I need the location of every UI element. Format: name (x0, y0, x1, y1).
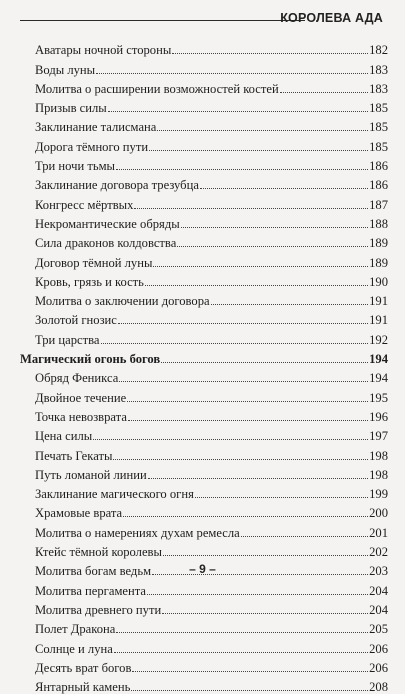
toc-dot-leader (181, 227, 368, 228)
toc-entry-page: 189 (369, 255, 388, 270)
toc-dot-leader (200, 188, 368, 189)
toc-dot-leader (161, 362, 368, 363)
toc-entry-page: 183 (369, 62, 388, 77)
toc-entry (20, 212, 388, 231)
toc-entry (20, 77, 388, 96)
toc-entry (20, 289, 388, 308)
toc-entry-page: 194 (369, 371, 388, 386)
table-of-contents (20, 38, 388, 694)
toc-dot-leader (241, 536, 368, 537)
toc-entry-page: 203 (369, 564, 388, 579)
toc-entry (20, 578, 388, 597)
toc-entry-title: Молитва о расширении возможностей костей (35, 81, 279, 96)
toc-entry (20, 134, 388, 153)
toc-dot-leader (114, 652, 368, 653)
toc-entry-page: 200 (369, 506, 388, 521)
toc-dot-leader (195, 497, 368, 498)
toc-dot-leader (119, 381, 368, 382)
toc-dot-leader (134, 208, 368, 209)
toc-entry-page: 206 (369, 641, 388, 656)
toc-dot-leader (145, 285, 368, 286)
toc-dot-leader (127, 401, 368, 402)
toc-entry-title: Солнце и луна (35, 641, 113, 656)
toc-entry-title: Цена силы (35, 429, 93, 444)
toc-entry-title: Янтарный камень (35, 680, 131, 694)
toc-entry-title: Молитва древнего пути (35, 602, 162, 617)
toc-entry (20, 38, 388, 57)
toc-dot-leader (149, 150, 368, 151)
toc-entry (20, 270, 388, 289)
toc-entry (20, 96, 388, 115)
toc-entry-page: 186 (369, 178, 388, 193)
toc-entry-title: Конгресс мёртвых (35, 197, 134, 212)
toc-dot-leader (162, 613, 368, 614)
toc-entry-page: 201 (369, 525, 388, 540)
toc-entry (20, 385, 388, 404)
toc-entry-title: Полет Дракона (35, 622, 116, 637)
toc-entry-page: 206 (369, 660, 388, 675)
toc-entry-page: 204 (369, 602, 388, 617)
toc-dot-leader (157, 130, 368, 131)
toc-entry (20, 617, 388, 636)
toc-dot-leader (93, 439, 368, 440)
toc-entry-title: Заклинание магического огня (35, 487, 194, 502)
toc-entry-title: Аватары ночной стороны (35, 43, 172, 58)
toc-dot-leader (132, 671, 368, 672)
toc-entry (20, 501, 388, 520)
toc-entry-title: Молитва пергамента (35, 583, 146, 598)
toc-entry (20, 520, 388, 539)
toc-entry-page: 192 (369, 332, 388, 347)
toc-dot-leader (153, 266, 368, 267)
toc-entry-title: Путь ломаной линии (35, 467, 147, 482)
toc-entry (20, 250, 388, 269)
toc-dot-leader (131, 690, 368, 691)
toc-dot-leader (172, 53, 368, 54)
toc-entry-page: 190 (369, 274, 388, 289)
toc-entry-title: Некромантические обряды (35, 216, 180, 231)
toc-dot-leader (108, 111, 368, 112)
toc-entry (20, 327, 388, 346)
toc-entry-title: Обряд Феникса (35, 371, 119, 386)
toc-dot-leader (211, 304, 369, 305)
toc-entry-page: 194 (369, 352, 388, 367)
toc-dot-leader (116, 632, 368, 633)
toc-entry-page: 198 (369, 467, 388, 482)
toc-entry-page: 188 (369, 216, 388, 231)
toc-entry (20, 656, 388, 675)
header-rule (20, 20, 305, 21)
toc-entry-title: Три царства (35, 332, 100, 347)
toc-entry-title: Заклинание договора трезубца (35, 178, 199, 193)
toc-entry-title: Двойное течение (35, 390, 127, 405)
toc-entry (20, 443, 388, 462)
toc-entry-page: 183 (369, 81, 388, 96)
toc-entry-title: Молитва богам ведьм (35, 564, 152, 579)
toc-entry (20, 598, 388, 617)
toc-dot-leader (163, 555, 368, 556)
toc-entry (20, 366, 388, 385)
toc-dot-leader (128, 420, 368, 421)
toc-entry (20, 540, 388, 559)
toc-entry (20, 115, 388, 134)
toc-entry (20, 308, 388, 327)
toc-dot-leader (147, 594, 368, 595)
toc-entry (20, 424, 388, 443)
toc-dot-leader (96, 73, 368, 74)
toc-entry (20, 231, 388, 250)
running-header (20, 10, 405, 34)
toc-dot-leader (280, 92, 368, 93)
toc-entry-page: 186 (369, 159, 388, 174)
toc-entry-page: 182 (369, 43, 388, 58)
toc-entry (20, 57, 388, 76)
toc-entry-title: Печать Гекаты (35, 448, 113, 463)
toc-entry-page: 191 (369, 313, 388, 328)
toc-section-entry (20, 347, 388, 366)
toc-dot-leader (177, 246, 368, 247)
toc-dot-leader (123, 516, 368, 517)
toc-entry-page: 199 (369, 487, 388, 502)
toc-entry-page: 198 (369, 448, 388, 463)
toc-entry-title: Молитва о заключении договора (35, 294, 210, 309)
toc-entry-title: Золотой гнозис (35, 313, 117, 328)
toc-entry (20, 192, 388, 211)
toc-entry-title: Договор тёмной луны (35, 255, 153, 270)
toc-entry-page: 196 (369, 409, 388, 424)
toc-entry-title: Три ночи тьмы (35, 159, 116, 174)
toc-entry-page: 189 (369, 236, 388, 251)
toc-entry-page: 205 (369, 622, 388, 637)
toc-entry-title: Ктейс тёмной королевы (35, 545, 162, 560)
toc-entry-page: 185 (369, 139, 388, 154)
toc-entry-title: Магический огонь богов (20, 352, 161, 367)
toc-entry-title: Храмовые врата (35, 506, 123, 521)
toc-entry (20, 636, 388, 655)
toc-entry-page: 185 (369, 120, 388, 135)
toc-entry-page: 202 (369, 545, 388, 560)
toc-entry-page: 187 (369, 197, 388, 212)
toc-entry-title: Воды луны (35, 62, 96, 77)
toc-entry-title: Дорога тёмного пути (35, 139, 149, 154)
toc-entry-page: 191 (369, 294, 388, 309)
toc-entry-title: Точка невозврата (35, 409, 127, 424)
toc-entry-page: 208 (369, 680, 388, 694)
toc-entry (20, 482, 388, 501)
toc-entry-title: Десять врат богов (35, 660, 132, 675)
toc-entry (20, 463, 388, 482)
toc-entry-title: Сила драконов колдовства (35, 236, 177, 251)
toc-entry (20, 405, 388, 424)
toc-dot-leader (118, 323, 368, 324)
toc-entry-page: 195 (369, 390, 388, 405)
toc-dot-leader (101, 343, 369, 344)
toc-entry-page: 185 (369, 101, 388, 116)
toc-dot-leader (148, 478, 368, 479)
toc-dot-leader (116, 169, 368, 170)
toc-entry (20, 154, 388, 173)
page-number: – 9 – (189, 562, 216, 576)
toc-entry-page: 204 (369, 583, 388, 598)
toc-dot-leader (113, 459, 368, 460)
toc-entry-page: 197 (369, 429, 388, 444)
toc-entry (20, 675, 388, 694)
toc-entry-title: Кровь, грязь и кость (35, 274, 144, 289)
header-title: КОРОЛЕВА АДА (280, 11, 383, 25)
toc-entry-title: Заклинание талисмана (35, 120, 157, 135)
toc-entry (20, 173, 388, 192)
toc-entry-title: Призыв силы (35, 101, 107, 116)
toc-entry-title: Молитва о намерениях духам ремесла (35, 525, 240, 540)
